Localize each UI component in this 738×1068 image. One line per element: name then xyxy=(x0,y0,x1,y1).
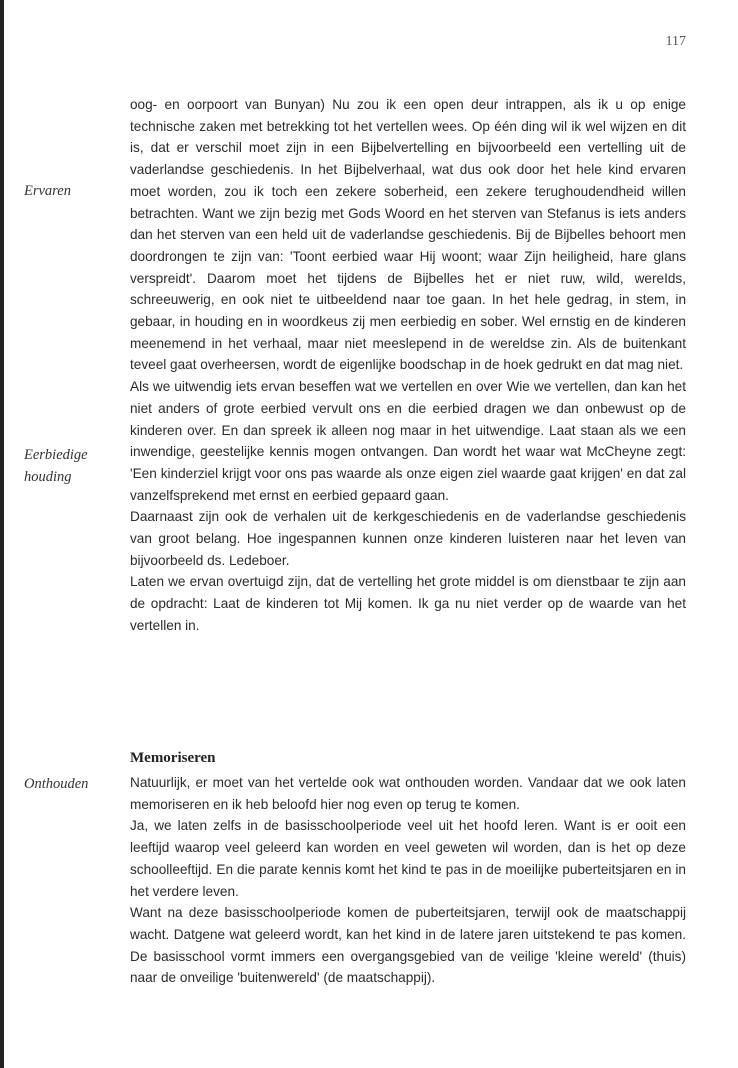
paragraph: Laten we ervan overtuigd zijn, dat de vertelling het grote middel is om dienstbaar te zijn aan de opdracht: Laat de kinderen tot Mij komen. Ik ga nu niet verder op de waarde van het vertellen in. xyxy=(130,574,686,633)
paragraph: oog- en oorpoort van Bunyan) Nu zou ik een open deur intrappen, als ik u op enige technische zaken met betrekking tot het vertellen wees. Op één ding wil ik wel wijzen en dit is, dat er verschil moet zijn in een Bijbelvertelling en bijvoorbeeld een vertelling uit de vaderlandse geschiedenis. In het Bijbelverhaal, wat dus ook door het hele kind ervaren moet worden, zou ik toch een zekere soberheid, een zekere terughoudendheid willen betrachten. Want we zijn bezig met Gods Woord en het sterven van Stefanus is iets anders dan het sterven van een held uit de vaderlandse geschiedenis. Bij de Bijbelles behoort men doordrongen te zijn van: 'Toont eerbied waar Hij woont; waar Zijn heiligheid, hare glans verspreidt'. Daarom moet het tijdens de Bijbelles het er niet ruw, wild, wereIds, schreeuwerig, en ook niet te uitbeeldend naar toe gaan. In het hele gedrag, in stem, in gebaar, in houding en in woordkeus zij men eerbiedig en sober. Wel ernstig en de kinderen meenemend in het verhaal, maar niet meeslepend in de wereldse zin. Als de buitenkant teveel gaat overheersen, wordt de eigenlijke boodschap in de hoek gedrukt en dat mag niet. xyxy=(130,97,686,373)
paragraph: Want na deze basisschoolperiode komen de puberteitsjaren, terwijl ook de maatschappij wacht. Datgene wat geleerd wordt, kan het kind in de latere jaren uitstekend te pas komen. De basisschool vormt immers een overgangsgebied van de veilige 'kleine wereld' (thuis) naar de onveilige 'buitenwereld' (de maatschappij). xyxy=(130,905,686,986)
scan-edge xyxy=(0,0,4,1068)
paragraph: Als we uitwendig iets ervan beseffen wat we vertellen en over Wie we vertellen, dan kan het niet anders of grote eerbied vervult ons en die eerbied dragen we dan onbewust op de kinderen over. En dan spreek ik alleen nog maar in het uitwendige. Laat staan als we een inwendige, geestelijke kennis mogen ontvangen. Dan wordt het waar wat McCheyne zegt: 'Een kinderziel krijgt voor ons pas waarde als onze eigen ziel waarde gaat krijgen' en dat zal vanzelfsprekend met ernst en eerbied gepaard gaan. xyxy=(130,379,686,503)
paragraph: Natuurlijk, er moet van het vertelde ook wat onthouden worden. Vandaar dat we ook laten memoriseren en ik heb beloofd hier nog even op terug te komen. xyxy=(130,775,686,812)
section-vertellen xyxy=(130,94,686,637)
paragraph: Daarnaast zijn ook de verhalen uit de kerkgeschiedenis en de vaderlandse geschiedenis van groot belang. Hoe ingespannen kunnen onze kinderen luisteren naar het leven van bijvoorbeeld ds. Ledeboer. xyxy=(130,509,686,568)
margin-note-eerbiedige-houding: Eerbiedige houding xyxy=(24,447,88,485)
margin-note-onthouden: Onthouden xyxy=(24,776,89,792)
paragraph: Ja, we laten zelfs in de basisschoolperiode veel uit het hoofd leren. Want is er ooit een leeftijd waarop veel geleerd kan worden en veel geweten wil worden, dan is het op deze schoolleeftijd. En die parate kennis komt het kind te pas in de moeilijke puberteitsjaren en in het verdere leven. xyxy=(130,818,686,899)
page-number: 117 xyxy=(665,34,686,49)
section-heading-memoriseren: Memoriseren xyxy=(130,750,216,766)
section-memoriseren xyxy=(130,772,686,989)
margin-note-ervaren: Ervaren xyxy=(24,183,71,199)
